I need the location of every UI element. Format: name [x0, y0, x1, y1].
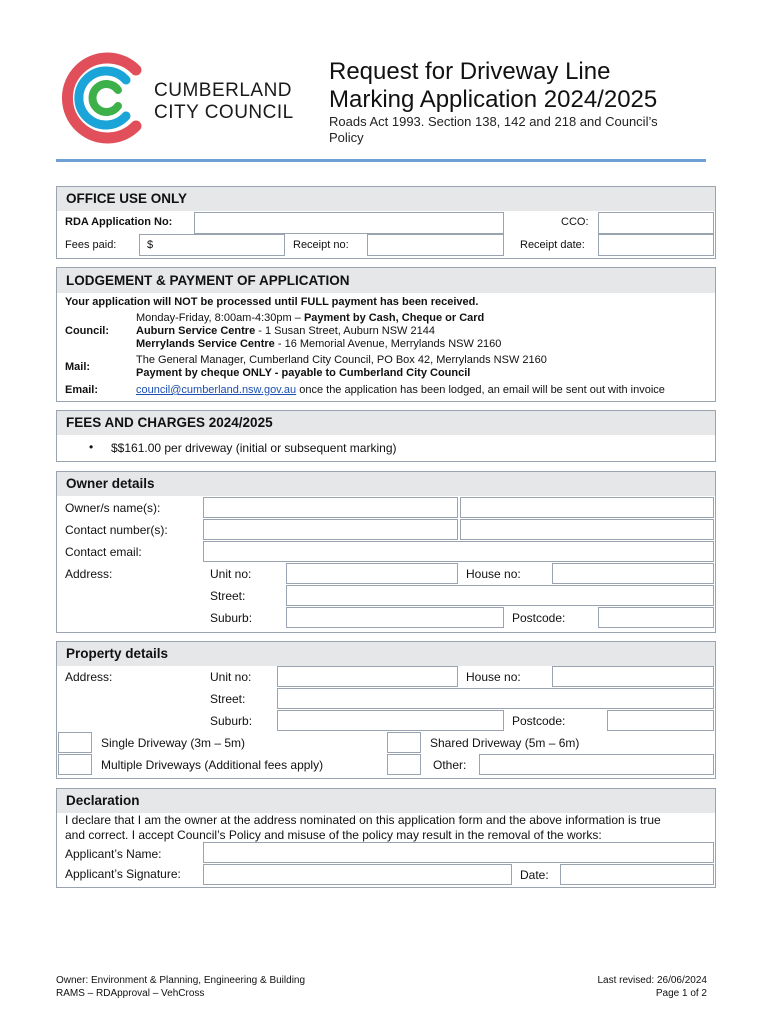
other-driveway-checkbox[interactable] [387, 754, 421, 775]
owner-postcode-field[interactable] [598, 607, 714, 628]
applicant-name-label: Applicant’s Name: [65, 847, 162, 861]
owner-address-label: Address: [65, 567, 113, 581]
merrylands-centre-address: - 16 Memorial Avenue, Merrylands NSW 2160 [274, 338, 502, 350]
council-label: Council: [65, 325, 109, 337]
contact-email-field[interactable] [203, 541, 714, 562]
property-unit-label: Unit no: [210, 670, 252, 684]
auburn-centre-name: Auburn Service Centre [136, 325, 256, 337]
contact-number-label: Contact number(s): [65, 523, 168, 537]
subtitle-line2: Policy [329, 130, 364, 145]
footer-reference: RAMS – RDApproval – VehCross [56, 988, 205, 999]
property-house-label: House no: [466, 670, 521, 684]
contact-number-field-1[interactable] [203, 519, 458, 540]
fees-item: $$161.00 per driveway (initial or subsequent marking) [111, 441, 397, 455]
declaration-text-line1: I declare that I am the owner at the address nominated on this application form and the above information is true [65, 813, 661, 827]
owner-name-field-2[interactable] [460, 497, 714, 518]
property-details-section [56, 641, 716, 779]
property-address-label: Address: [65, 670, 113, 684]
other-field[interactable] [479, 754, 714, 775]
contact-number-field-2[interactable] [460, 519, 714, 540]
receipt-date-label: Receipt date: [520, 239, 585, 251]
payment-notice: Your application will NOT be processed until FULL payment has been received. [65, 296, 479, 308]
fees-paid-label: Fees paid: [65, 239, 117, 251]
property-postcode-label: Postcode: [512, 714, 566, 728]
declaration-text-line2: and correct. I accept Council’s Policy and misuse of the policy may result in the removal of the works: [65, 828, 602, 842]
lodgement-section [56, 267, 716, 402]
fees-heading: FEES AND CHARGES 2024/2025 [57, 411, 715, 435]
owner-names-label: Owner/s name(s): [65, 501, 161, 515]
property-street-field[interactable] [277, 688, 714, 709]
footer-page-number: Page 1 of 2 [655, 988, 707, 999]
shared-driveway-label: Shared Driveway (5m – 6m) [430, 736, 580, 750]
owner-street-field[interactable] [286, 585, 714, 606]
property-house-field[interactable] [552, 666, 714, 687]
email-label: Email: [65, 384, 99, 396]
applicant-name-field[interactable] [203, 842, 714, 863]
office-use-section [56, 186, 716, 259]
mail-label: Mail: [65, 361, 91, 373]
owner-house-field[interactable] [552, 563, 714, 584]
footer-last-revised: Last revised: 26/06/2024 [597, 975, 707, 986]
owner-details-heading: Owner details [57, 472, 715, 496]
property-unit-field[interactable] [277, 666, 458, 687]
email-note: once the application has been lodged, an email will be sent out with invoice [296, 384, 665, 396]
lodgement-heading: LODGEMENT & PAYMENT OF APPLICATION [57, 268, 715, 293]
subtitle-line1: Roads Act 1993. Section 138, 142 and 218 and Council’s [329, 114, 658, 129]
owner-postcode-label: Postcode: [512, 611, 566, 625]
council-hours-text: Monday-Friday, 8:00am-4:30pm – [136, 312, 304, 324]
property-suburb-label: Suburb: [210, 714, 253, 728]
logo-text-line2: CITY COUNCIL [154, 102, 294, 123]
contact-email-label: Contact email: [65, 545, 142, 559]
cco-label: CCO: [561, 216, 589, 228]
declaration-heading: Declaration [57, 789, 715, 813]
auburn-centre-address: - 1 Susan Street, Auburn NSW 2144 [255, 325, 435, 337]
footer-owner: Owner: Environment & Planning, Engineering & Building [56, 975, 306, 986]
receipt-no-label: Receipt no: [293, 239, 349, 251]
auburn-centre [136, 325, 435, 337]
cco-field[interactable] [598, 212, 714, 234]
council-logo [58, 50, 298, 146]
council-logo-icon [58, 50, 154, 146]
single-driveway-label: Single Driveway (3m – 5m) [101, 736, 246, 750]
multiple-driveways-label: Multiple Driveways (Additional fees apply) [101, 758, 324, 772]
property-details-heading: Property details [57, 642, 715, 666]
owner-unit-field[interactable] [286, 563, 458, 584]
single-driveway-checkbox[interactable] [58, 732, 92, 753]
declaration-section [56, 788, 716, 888]
fees-section [56, 410, 716, 462]
multiple-driveways-checkbox[interactable] [58, 754, 92, 775]
council-email-link[interactable]: council@cumberland.nsw.gov.au [136, 384, 297, 396]
mail-address: The General Manager, Cumberland City Council, PO Box 42, Merrylands NSW 2160 [136, 354, 547, 366]
applicant-signature-label: Applicant’s Signature: [65, 867, 181, 881]
mail-payment-note: Payment by cheque ONLY - payable to Cumberland City Council [136, 367, 471, 379]
owner-street-label: Street: [210, 589, 246, 603]
applicant-signature-field[interactable] [203, 864, 512, 885]
declaration-date-field[interactable] [560, 864, 714, 885]
owner-suburb-label: Suburb: [210, 611, 253, 625]
council-payment-methods: Payment by Cash, Cheque or Card [303, 312, 485, 324]
rda-application-field[interactable] [194, 212, 504, 234]
property-postcode-field[interactable] [607, 710, 714, 731]
owner-details-section [56, 471, 716, 633]
property-suburb-field[interactable] [277, 710, 504, 731]
owner-suburb-field[interactable] [286, 607, 504, 628]
property-street-label: Street: [210, 692, 246, 706]
dollar-sign: $ [147, 239, 154, 251]
page-title-line1: Request for Driveway Line [329, 58, 611, 85]
owner-unit-label: Unit no: [210, 567, 252, 581]
receipt-no-field[interactable] [367, 234, 504, 256]
council-hours [136, 312, 484, 324]
email-line [136, 384, 665, 396]
merrylands-centre-name: Merrylands Service Centre [136, 338, 275, 350]
header-divider [56, 159, 706, 162]
receipt-date-field[interactable] [598, 234, 714, 256]
fees-paid-field[interactable] [139, 234, 285, 256]
office-use-heading: OFFICE USE ONLY [57, 187, 715, 211]
rda-application-label: RDA Application No: [65, 216, 173, 228]
declaration-date-label: Date: [520, 868, 549, 882]
other-label: Other: [433, 758, 467, 772]
page-title-line2: Marking Application 2024/2025 [329, 86, 658, 113]
fees-bullet: • [89, 440, 94, 454]
logo-text-line1: CUMBERLAND [154, 80, 293, 101]
shared-driveway-checkbox[interactable] [387, 732, 421, 753]
merrylands-centre [136, 338, 501, 350]
owner-house-label: House no: [466, 567, 521, 581]
owner-name-field-1[interactable] [203, 497, 458, 518]
